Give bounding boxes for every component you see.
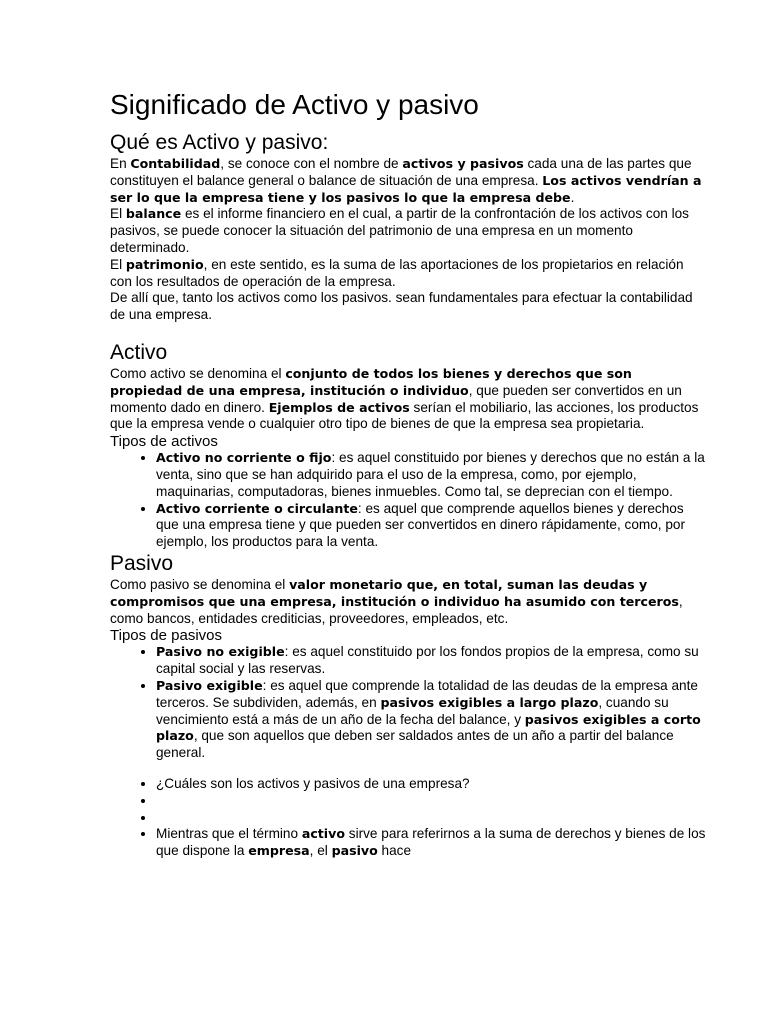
intro-paragraph-4: De allí que, tanto los activos como los pasivos. sean fundamentales para efectuar la contabilidad de una empresa.	[110, 290, 693, 323]
intro-heading: Qué es Activo y pasivo:	[110, 131, 329, 154]
activo-types-heading: Tipos de activos	[110, 433, 218, 451]
activo-types-list	[110, 450, 708, 551]
list-item: • Activo corriente o circulante: es aquel que comprende aquellos bienes y derechos que una empresa tiene y que pueden ser convertidos en dinero rápidamente, como, por ejemplo, los productos para la venta.	[156, 501, 708, 551]
activo-definition: conjunto de todos los bienes y derechos que son propiedad de una empresa, institución o individuo	[110, 365, 632, 398]
list-item: • Pasivo no exigible: es aquel constituido por los fondos propios de la empresa, como su capital social y las reservas.	[156, 644, 708, 678]
empty-list-item	[156, 810, 708, 827]
term-ejemplos-de-activos: Ejemplos de activos	[268, 399, 410, 415]
activo-heading: Activo	[110, 340, 168, 364]
intro-paragraph-2: El balance es el informe financiero en el cual, a partir de la confrontación de los activos con los pasivos, se puede conocer la situación del patrimonio de una empresa en un momento determinado.	[110, 206, 689, 255]
term-balance: balance	[125, 206, 182, 222]
pasivo-definition: valor monetario que, en total, suman las deudas y compromisos que una empresa, institución o individuo ha asumido con terceros	[110, 576, 679, 609]
term-empresa: empresa	[248, 843, 310, 859]
key-definition: Los activos vendrían a ser lo que la empresa tiene y los pasivos lo que la empresa debe	[110, 172, 702, 205]
intro-section	[110, 130, 708, 324]
term-patrimonio: patrimonio	[125, 256, 204, 272]
pasivo-section	[110, 551, 708, 762]
term-pasivo: pasivo	[331, 843, 378, 859]
activo-section	[110, 340, 708, 551]
empty-list-item	[156, 793, 708, 810]
list-item: • Mientras que el término activo sirve para referirnos a la suma de derechos y bienes de los que dispone la empresa, el pasivo hace	[156, 826, 708, 860]
pasivo-types-heading: Tipos de pasivos	[110, 627, 223, 645]
list-item: • Pasivo exigible: es aquel que comprende la totalidad de las deudas de la empresa ante terceros. Se subdividen, además, en pasivos exigibles a largo plazo, cuando su vencimiento está a más de un año de la fecha del balance, y pasivos exigibles a corto plazo, que son aquellos que deben ser saldados antes de un año a partir del balance general.	[156, 678, 708, 762]
intro-paragraph-1: En Contabilidad, se conoce con el nombre de activos y pasivos cada una de las partes que constituyen el balance general o balance de situación de una empresa. Los activos vendrían a ser lo que la empresa tiene y los pasivos lo que la empresa debe.	[110, 156, 702, 205]
term-contabilidad: Contabilidad	[130, 156, 221, 171]
activo-paragraph: Como activo se denomina el conjunto de todos los bienes y derechos que son propiedad de una empresa, institución o individuo, que pueden ser convertidos en un momento dado en dinero. Ejemplos de activos serían el mobiliario, las acciones, los productos que la empresa vende o cualquier otro tipo de bienes de que la empresa sea propietaria.	[110, 365, 699, 432]
pasivo-paragraph: Como pasivo se denomina el valor monetario que, en total, suman las deudas y compromisos que una empresa, institución o individuo ha asumido con terceros, como bancos, entidades crediticias, proveedores, empleados, etc.	[110, 576, 683, 626]
page-title: Significado de Activo y pasivo	[110, 89, 479, 120]
term-activo: activo	[301, 826, 345, 842]
term-activos-y-pasivos: activos y pasivos	[402, 156, 524, 171]
pasivo-heading: Pasivo	[110, 551, 174, 575]
list-item: • Activo no corriente o fijo: es aquel constituido por bienes y derechos que no están a la venta, sino que se han adquirido para el uso de la empresa, como, por ejemplo, maquinarias, computadoras, bienes inmuebles. Como tal, se deprecian con el tiempo.	[156, 450, 708, 500]
extra-list	[110, 776, 708, 860]
list-item: • ¿Cuáles son los activos y pasivos de una empresa?	[156, 776, 708, 793]
pasivo-types-list	[110, 644, 708, 762]
intro-paragraph-3: El patrimonio, en este sentido, es la suma de las aportaciones de los propietarios en relación con los resultados de operación de la empresa.	[110, 256, 684, 289]
